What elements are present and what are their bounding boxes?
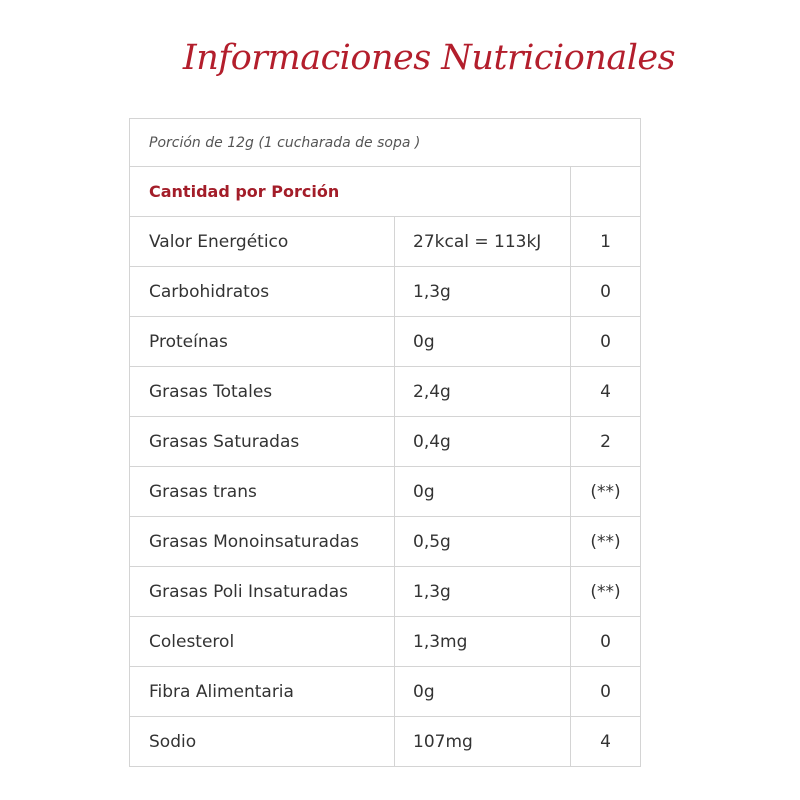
nutrient-vd: 1 [571, 217, 641, 267]
nutrient-vd: 0 [571, 317, 641, 367]
table-row [130, 567, 641, 617]
nutrient-name: Grasas Monoinsaturadas [130, 517, 395, 567]
nutrient-vd: 0 [571, 617, 641, 667]
nutrient-name: Proteínas [130, 317, 395, 367]
nutrient-value: 0,5g [395, 517, 571, 567]
nutrient-value: 1,3g [395, 267, 571, 317]
nutrient-value: 1,3mg [395, 617, 571, 667]
table-row [130, 717, 641, 767]
nutrient-name: Grasas Saturadas [130, 417, 395, 467]
nutrient-value: 1,3g [395, 567, 571, 617]
nutrient-name: Grasas trans [130, 467, 395, 517]
nutrient-vd: 4 [571, 717, 641, 767]
nutrient-name: Fibra Alimentaria [130, 667, 395, 717]
table-row [130, 467, 641, 517]
nutrient-value: 0g [395, 667, 571, 717]
nutrient-vd: 2 [571, 417, 641, 467]
nutrient-name: Grasas Poli Insaturadas [130, 567, 395, 617]
nutrient-name: Valor Energético [130, 217, 395, 267]
nutrient-vd: 0 [571, 667, 641, 717]
nutrient-value: 2,4g [395, 367, 571, 417]
table-row [130, 617, 641, 667]
nutrient-vd: (**) [571, 567, 641, 617]
header-label: Cantidad por Porción [130, 167, 571, 217]
nutrient-value: 0g [395, 317, 571, 367]
nutrient-value: 107mg [395, 717, 571, 767]
portion-row [130, 119, 641, 167]
nutrition-table [129, 118, 641, 767]
nutrient-value: 0,4g [395, 417, 571, 467]
table-row [130, 317, 641, 367]
nutrient-name: Sodio [130, 717, 395, 767]
nutrient-vd: 0 [571, 267, 641, 317]
page-title: Informaciones Nutricionales [182, 38, 676, 78]
nutrient-name: Carbohidratos [130, 267, 395, 317]
nutrient-name: Grasas Totales [130, 367, 395, 417]
nutrient-name: Colesterol [130, 617, 395, 667]
table-row [130, 517, 641, 567]
nutrient-vd: 4 [571, 367, 641, 417]
table-row [130, 267, 641, 317]
table-row [130, 417, 641, 467]
table-row [130, 667, 641, 717]
header-vd [571, 167, 641, 217]
nutrient-vd: (**) [571, 517, 641, 567]
nutrient-value: 27kcal = 113kJ [395, 217, 571, 267]
table-row [130, 367, 641, 417]
header-row [130, 167, 641, 217]
portion-text: Porción de 12g (1 cucharada de sopa ) [130, 119, 641, 167]
nutrient-value: 0g [395, 467, 571, 517]
table-row [130, 217, 641, 267]
nutrient-vd: (**) [571, 467, 641, 517]
